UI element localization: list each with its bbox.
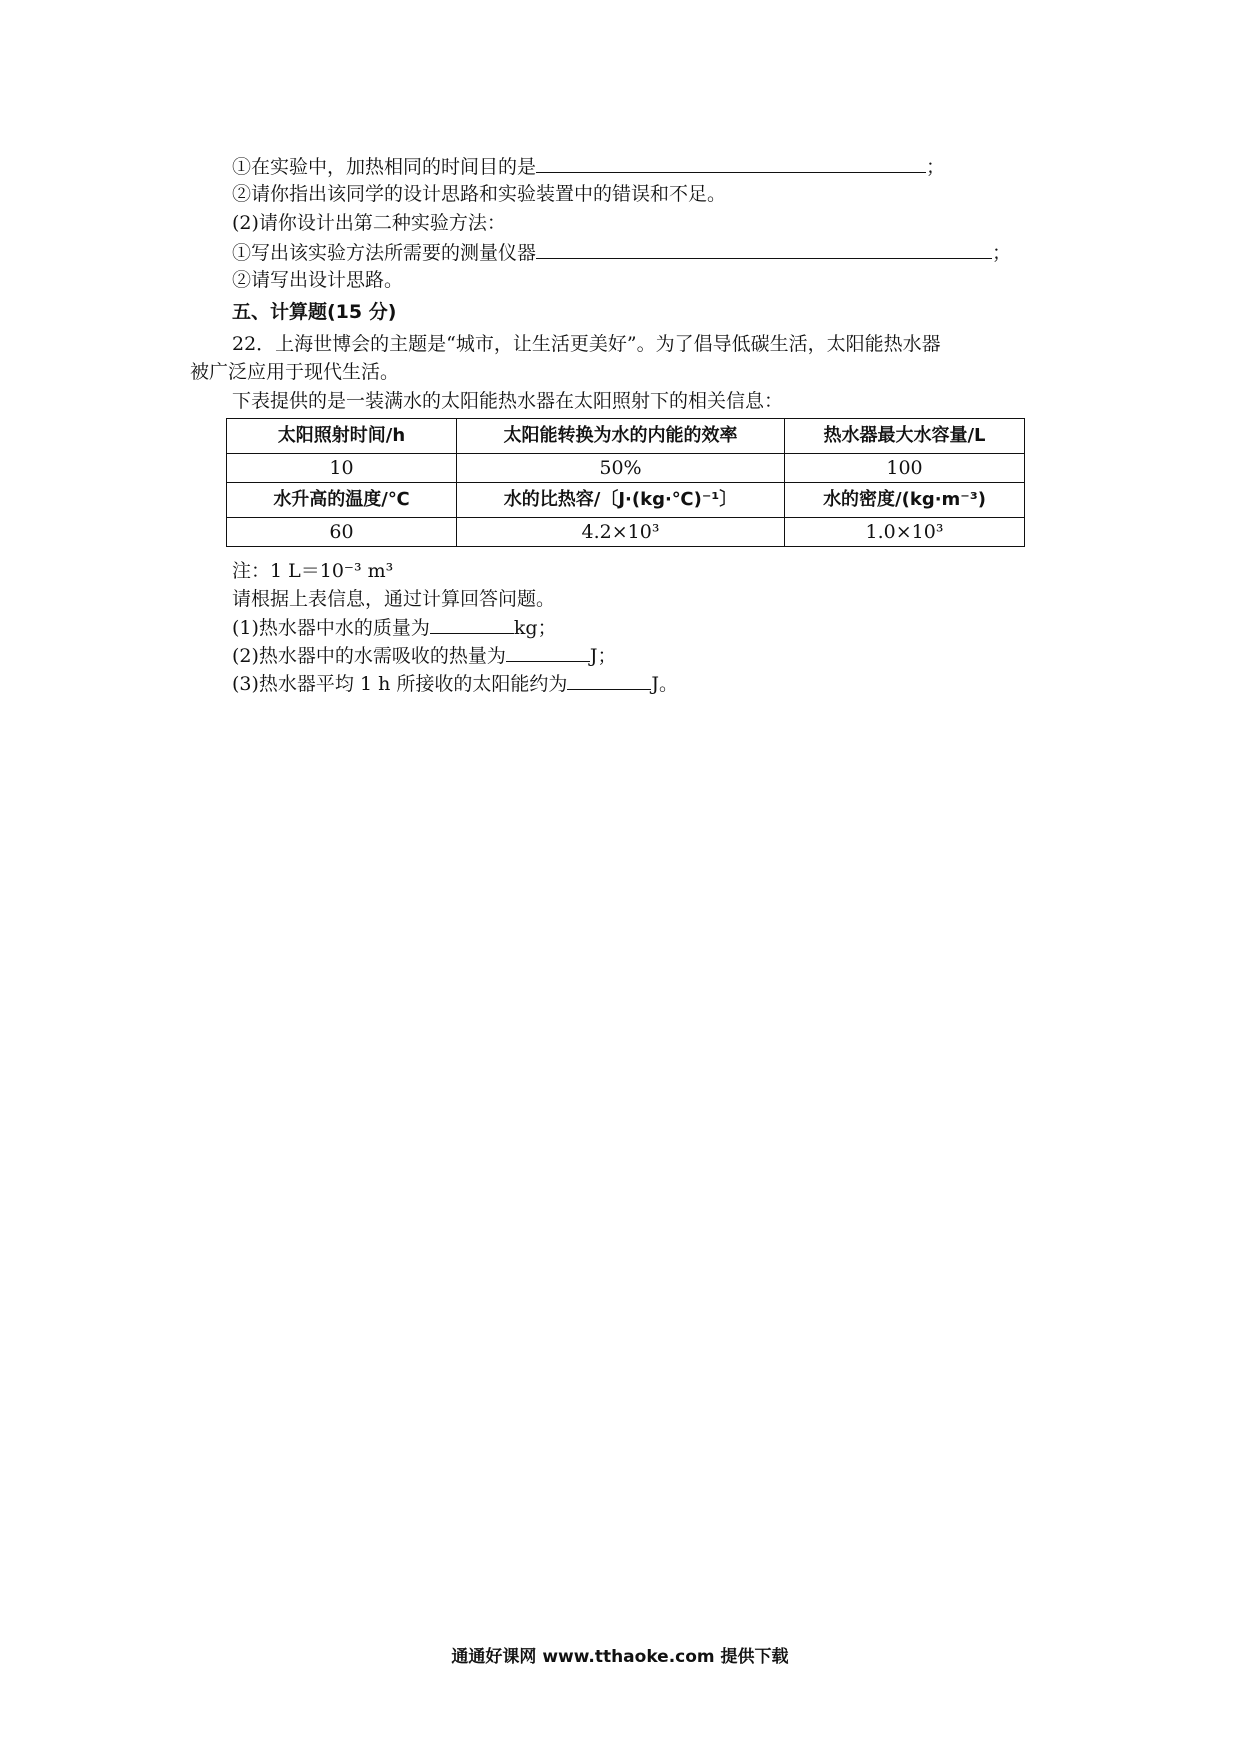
question-2-text: ②请你指出该同学的设计思路和实验装置中的错误和不足。 [232, 183, 727, 205]
part-2-question-1-text: ①写出该实验方法所需要的测量仪器 [232, 242, 537, 264]
question-1-text: ①在实验中，加热相同的时间目的是 [232, 156, 537, 178]
intro-text-1: 22．上海世博会的主题是“城市，让生活更美好”。为了倡导低碳生活，太阳能热水器 [232, 333, 941, 355]
section-heading [232, 298, 396, 326]
page-footer: 通通好课网 www.tthaoke.com 提供下载 [451, 1647, 789, 1667]
table-intro-text: 下表提供的是一装满水的太阳能热水器在太阳照射下的相关信息： [232, 390, 784, 412]
part-2-text: (2)请你设计出第二种实验方法： [232, 212, 506, 234]
part-2-question-1-line [232, 238, 1011, 267]
intro-line-2 [190, 358, 399, 386]
table-header-row-2 [227, 483, 1025, 518]
answer-blank-2[interactable] [536, 238, 992, 259]
answer-blank-mass[interactable] [430, 613, 514, 634]
answer-2-suffix: J； [589, 645, 617, 667]
instruction-line [232, 585, 555, 613]
answer-2-line [232, 641, 617, 670]
answer-3-line [232, 669, 678, 698]
table-value-cell: 100 [785, 454, 1025, 483]
table-value-cell: 50% [457, 454, 785, 483]
question-2-line [232, 180, 726, 208]
question-1-end: ； [926, 156, 946, 178]
table-value-row-1 [227, 454, 1025, 483]
answer-blank-1[interactable] [536, 152, 926, 173]
table-header-cell: 水升高的温度/℃ [227, 483, 457, 518]
part-2-question-2-text: ②请写出设计思路。 [232, 269, 404, 291]
answer-blank-heat[interactable] [506, 641, 590, 662]
table-value-row-2 [227, 518, 1025, 547]
intro-line-1 [232, 330, 941, 358]
table-header-cell: 太阳照射时间/h [227, 419, 457, 454]
table-header-cell: 太阳能转换为水的内能的效率 [457, 419, 785, 454]
section-heading-text: 五、计算题(15 分) [232, 301, 397, 323]
answer-blank-solar-energy[interactable] [567, 669, 651, 690]
answer-1-prefix: (1)热水器中水的质量为 [232, 617, 430, 639]
table-header-row-1 [227, 419, 1025, 454]
part-2-question-2-line [232, 266, 403, 294]
table-value-cell: 10 [227, 454, 457, 483]
table-intro-line [232, 387, 783, 415]
table-header-cell: 水的密度/(kg·m⁻³) [785, 483, 1025, 518]
table-value-cell: 4.2×10³ [457, 518, 785, 547]
table-header-cell: 水的比热容/〔J·(kg·℃)⁻¹〕 [457, 483, 785, 518]
answer-3-suffix: J。 [651, 673, 678, 695]
part-2-question-1-end: ； [992, 242, 1012, 264]
unit-note-text: 注：1 L＝10⁻³ m³ [232, 560, 394, 582]
table-value-cell: 1.0×10³ [785, 518, 1025, 547]
answer-2-prefix: (2)热水器中的水需吸收的热量为 [232, 645, 506, 667]
instruction-text: 请根据上表信息，通过计算回答问题。 [232, 588, 556, 610]
table-header-cell: 热水器最大水容量/L [785, 419, 1025, 454]
unit-note-line [232, 557, 393, 585]
intro-text-2: 被广泛应用于现代生活。 [190, 361, 400, 383]
answer-3-prefix: (3)热水器平均 1 h 所接收的太阳能约为 [232, 673, 568, 695]
solar-heater-table [226, 418, 1025, 547]
answer-1-line [232, 613, 557, 642]
answer-1-suffix: kg； [513, 617, 557, 639]
part-2-line [232, 209, 506, 237]
table-value-cell: 60 [227, 518, 457, 547]
question-1-line [232, 152, 945, 181]
